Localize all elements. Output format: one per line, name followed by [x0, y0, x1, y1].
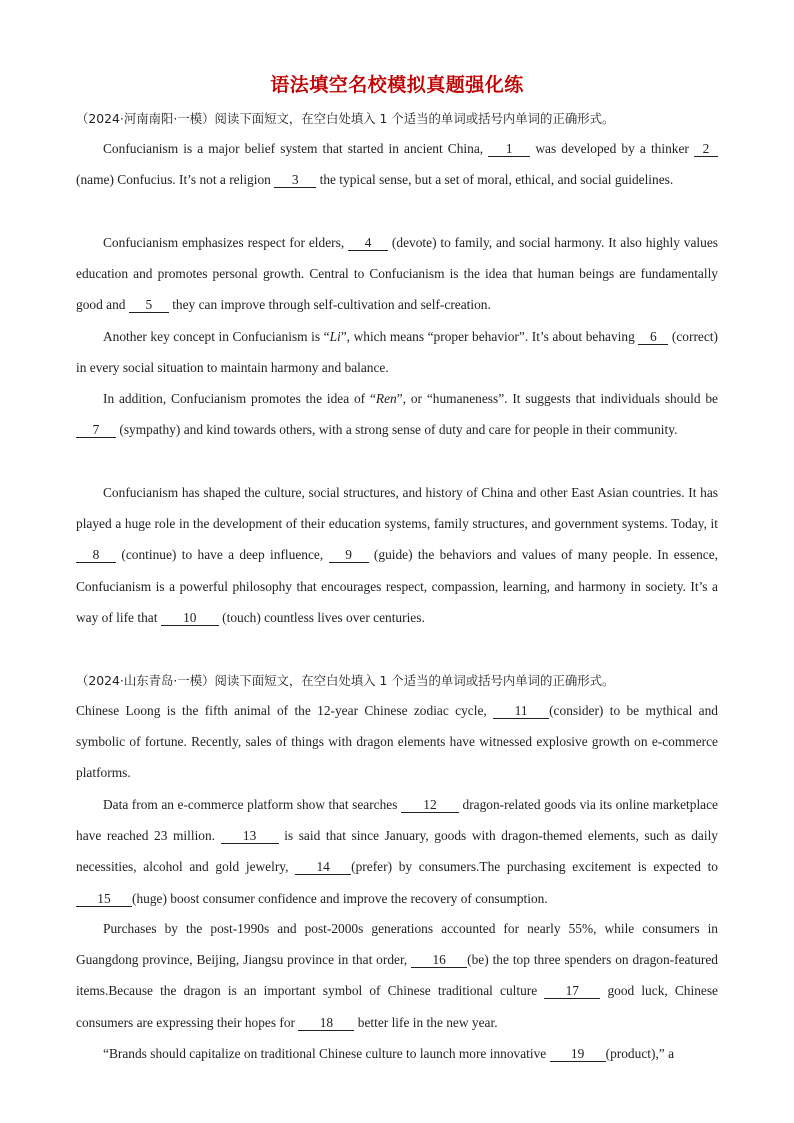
text: Purchases by the post-1990s and post-2000s generations accounted for nearly 55%, while consumers in Guangdong province, Beijing, Jiangsu province in that order,	[76, 921, 718, 968]
section2-paragraph-1	[76, 695, 718, 789]
section2-intro: （2024·山东青岛·一模）阅读下面短文，在空白处填入 1 个适当的单词或括号内单词的正确形式。	[76, 673, 615, 688]
blank-2[interactable]: 2	[694, 142, 718, 157]
section2-paragraph-3	[76, 913, 718, 1038]
blank-1[interactable]: 1	[488, 142, 530, 157]
blank-17[interactable]: 17	[544, 984, 600, 999]
section1-paragraph-4	[76, 383, 718, 445]
section2-paragraph-4	[76, 1038, 718, 1069]
text: good luck, Chinese consumers are expressing their hopes for	[76, 983, 718, 1030]
blank-15[interactable]: 15	[76, 892, 132, 907]
blank-19[interactable]: 19	[550, 1047, 606, 1062]
text: (sympathy) and kind towards others, with a strong sense of duty and care for people in their community.	[119, 422, 678, 438]
text: Confucianism has shaped the culture, social structures, and history of China and other East Asian countries. It has played a huge role in the development of their education systems, family structures, and government systems. Today, it	[76, 485, 718, 532]
text: (name) Confucius. It’s not a religion	[76, 172, 271, 188]
blank-18[interactable]: 18	[298, 1016, 354, 1031]
text: dragon-related goods via its online marketplace have reached 23 million.	[76, 797, 718, 844]
text: (be) the top three spenders on dragon-featured items.Because the dragon is an important symbol of Chinese traditional culture	[76, 952, 718, 999]
section1-intro: （2024·河南南阳·一模）阅读下面短文，在空白处填入 1 个适当的单词或括号内单词的正确形式。	[76, 111, 615, 126]
blank-10[interactable]: 10	[161, 611, 219, 626]
text: (correct) in every social situation to maintain harmony and balance.	[76, 329, 718, 376]
blank-3[interactable]: 3	[274, 173, 316, 188]
term-li: Li	[329, 329, 341, 344]
text: (huge) boost consumer confidence and improve the recovery of consumption.	[132, 890, 548, 906]
text: (prefer) by consumers.The purchasing excitement is expected to	[351, 859, 718, 875]
blank-13[interactable]: 13	[221, 829, 279, 844]
blank-8[interactable]: 8	[76, 548, 116, 563]
text: Data from an e-commerce platform show that searches	[103, 797, 398, 812]
text: In addition, Confucianism promotes the idea of “	[103, 391, 376, 406]
text: (continue) to have a deep influence,	[121, 547, 324, 563]
text: better life in the new year.	[357, 1014, 498, 1030]
text: Chinese Loong is the fifth animal of the 12-year Chinese zodiac cycle,	[76, 703, 487, 718]
text: (consider) to be mythical and symbolic of fortune. Recently, sales of things with dragon elements have witnessed explosive growth on e-commerce platforms.	[76, 703, 718, 781]
text: ”, or “humaneness”. It suggests that individuals should be	[396, 391, 718, 406]
term-ren: Ren	[375, 391, 397, 406]
blank-12[interactable]: 12	[401, 798, 459, 813]
blank-5[interactable]: 5	[129, 298, 169, 313]
text: was developed by a thinker	[535, 141, 689, 156]
text: the typical sense, but a set of moral, ethical, and social guidelines.	[319, 172, 674, 188]
text: “Brands should capitalize on traditional Chinese culture to launch more innovative	[103, 1046, 547, 1061]
blank-9[interactable]: 9	[329, 548, 369, 563]
text: is said that since January, goods with dragon-themed elements, such as daily necessities, alcohol and gold jewelry,	[76, 828, 718, 875]
text: Confucianism is a major belief system that started in ancient China,	[103, 141, 484, 156]
text: (product),” a	[605, 1046, 675, 1061]
blank-14[interactable]: 14	[295, 860, 351, 875]
text: ”, which means “proper behavior”. It’s about behaving	[340, 329, 635, 344]
blank-4[interactable]: 4	[348, 236, 388, 251]
text: they can improve through self-cultivation and self-creation.	[172, 297, 491, 313]
blank-6[interactable]: 6	[638, 330, 668, 345]
section1-paragraph-3	[76, 321, 718, 383]
text: (touch) countless lives over centuries.	[222, 609, 425, 625]
blank-11[interactable]: 11	[493, 704, 549, 719]
text: (guide) the behaviors and values of many people. In essence, Confucianism is a powerful philosophy that encourages respect, compassion, learning, and harmony in society. It’s a way of life that	[76, 547, 719, 625]
page-title: 语法填空名校模拟真题强化练	[270, 74, 524, 96]
section1-paragraph-5	[76, 477, 718, 633]
blank-16[interactable]: 16	[411, 953, 467, 968]
section1-paragraph-2	[76, 227, 718, 321]
blank-7[interactable]: 7	[76, 423, 116, 438]
text: Confucianism emphasizes respect for elders,	[103, 235, 345, 250]
section1-paragraph-1	[76, 133, 718, 195]
text: (devote) to family, and social harmony. It also highly values education and promotes personal growth. Central to Confucianism is the idea that human beings are fundamentally good and	[76, 235, 718, 313]
text: Another key concept in Confucianism is “	[103, 329, 330, 344]
section2-paragraph-2	[76, 789, 718, 914]
